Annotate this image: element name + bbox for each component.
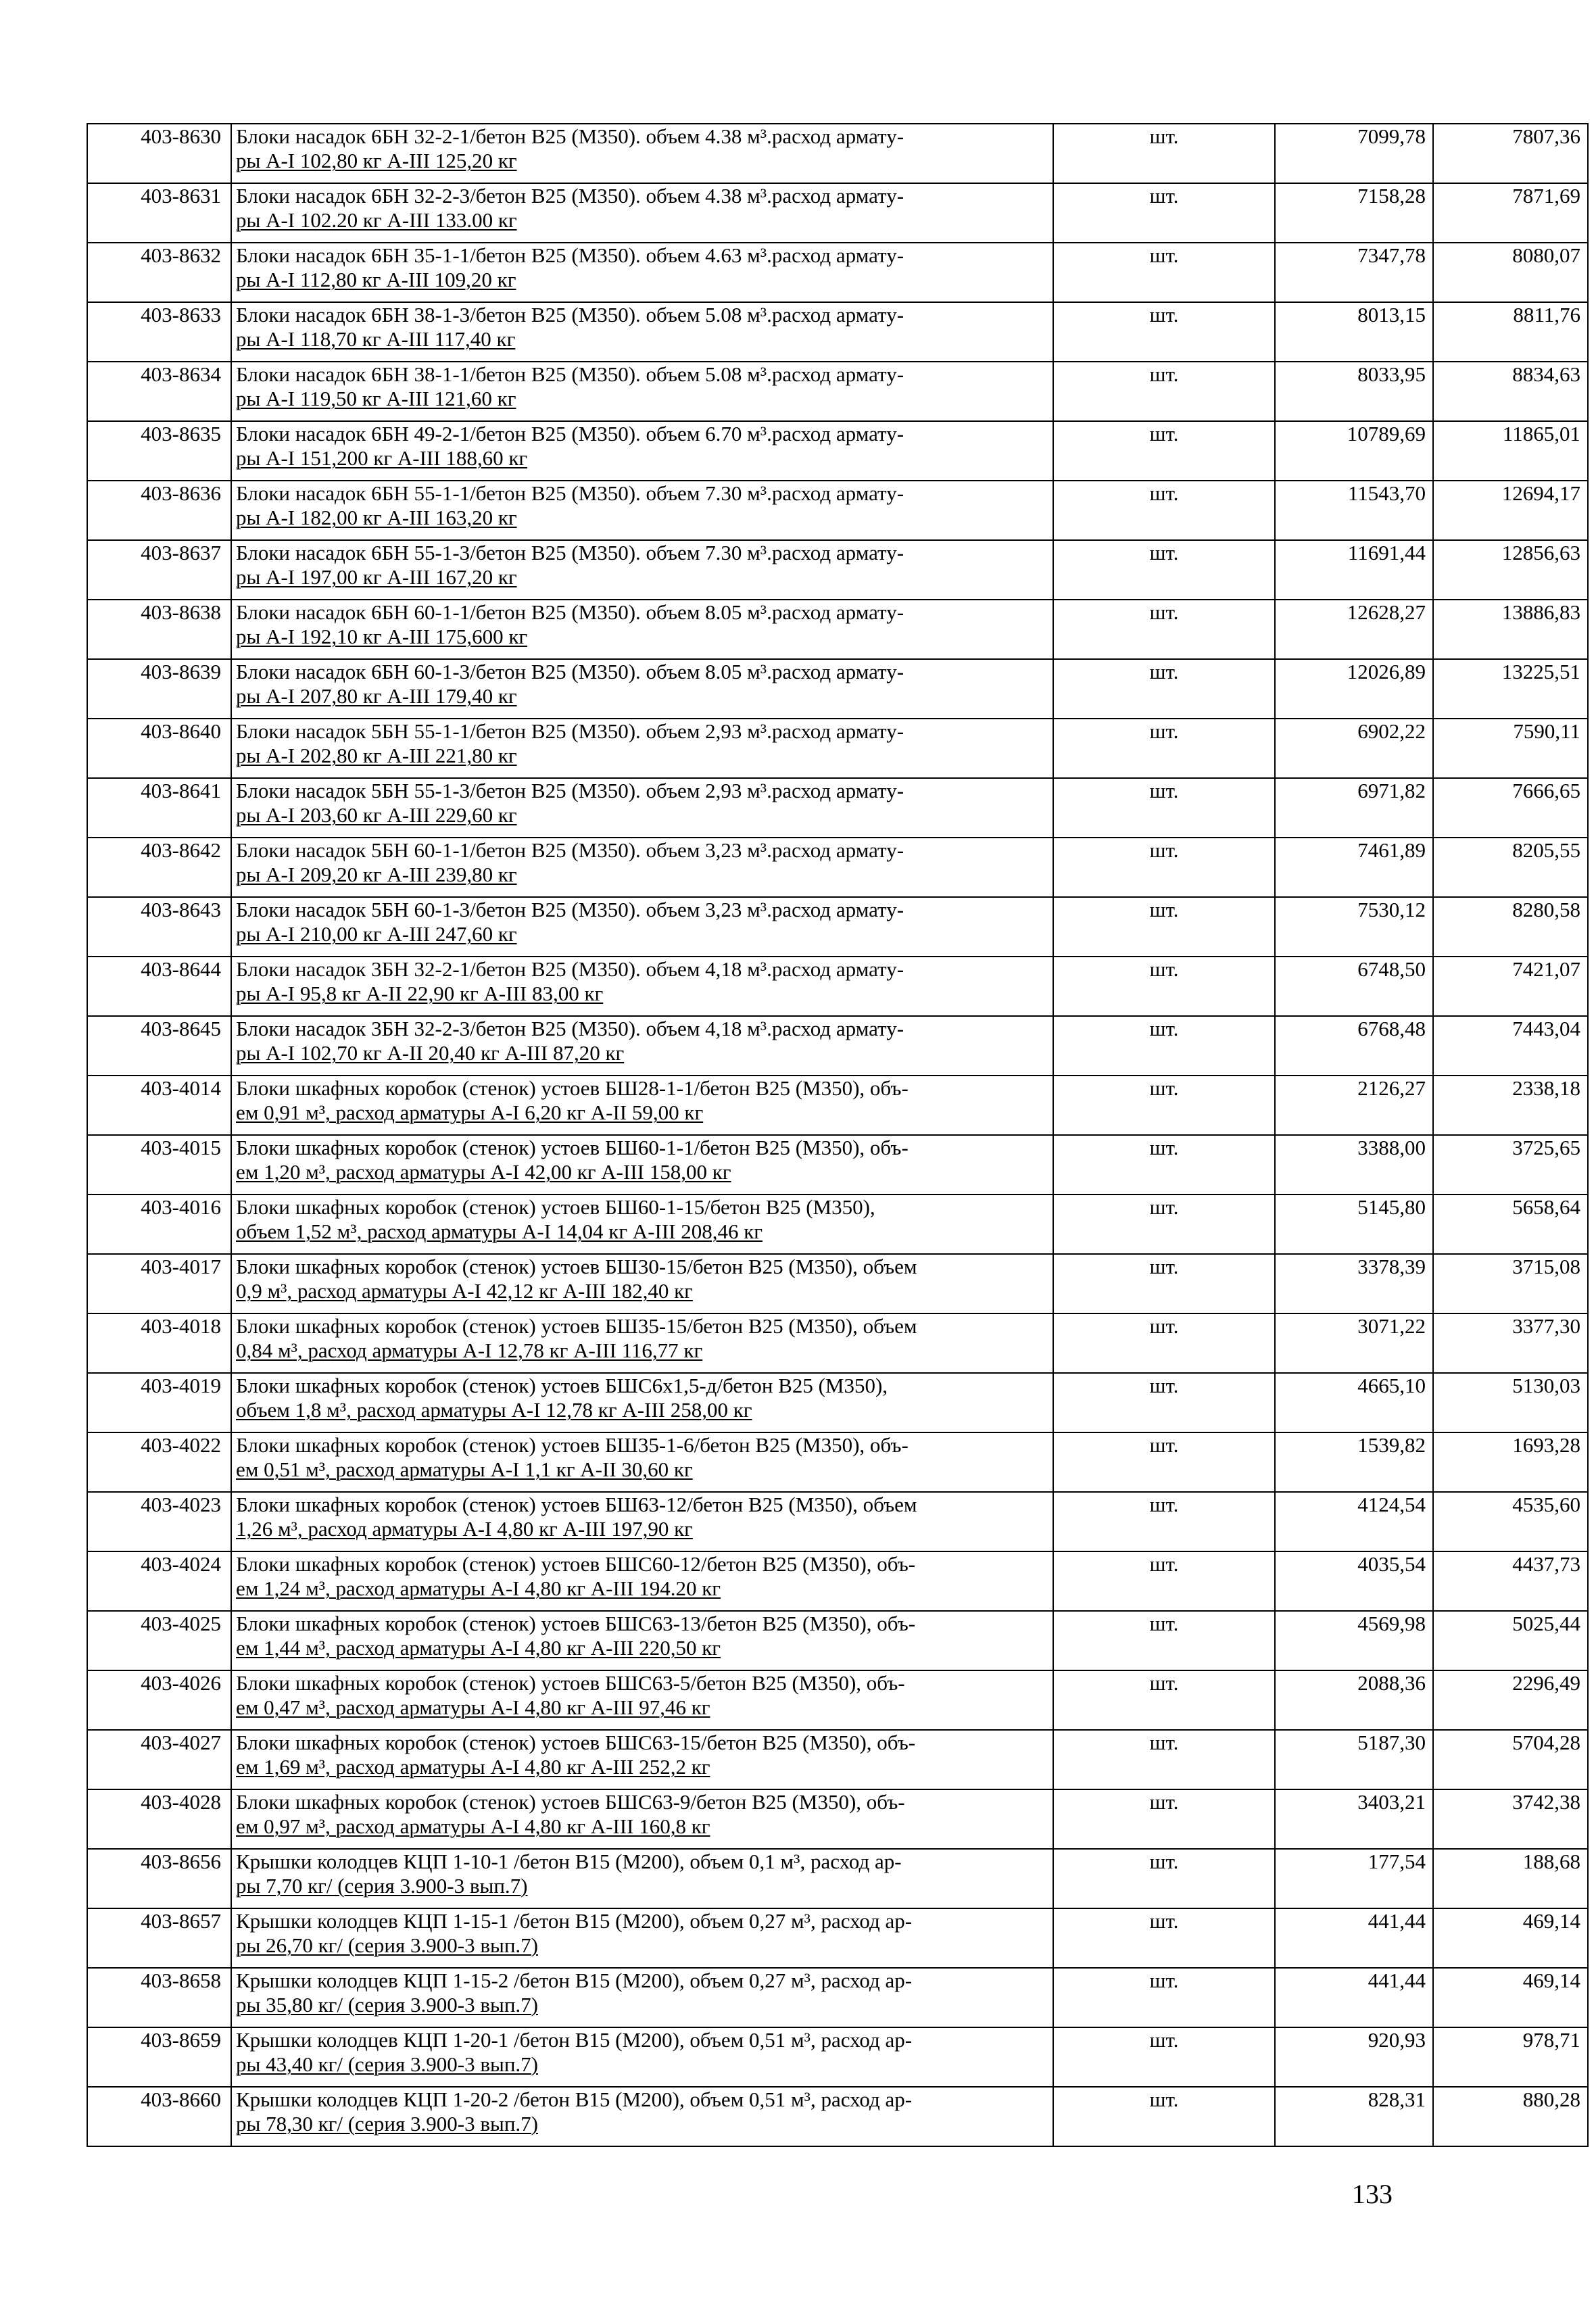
description-line-2: ры А-I 119,50 кг А-III 121,60 кг bbox=[236, 387, 516, 410]
description-line-2: ем 1,20 м³, расход арматуры А-I 42,00 кг А-III 158,00 кг bbox=[236, 1160, 731, 1184]
item-code: 403-8656 bbox=[87, 1849, 231, 1908]
item-description bbox=[231, 1076, 1053, 1135]
item-price-2: 7807,36 bbox=[1433, 124, 1588, 183]
description-line-2: ем 0,91 м³, расход арматуры А-I 6,20 кг А-II 59,00 кг bbox=[236, 1101, 704, 1124]
item-price-1: 4035,54 bbox=[1275, 1551, 1433, 1611]
table-row bbox=[87, 719, 1588, 778]
item-price-2: 7590,11 bbox=[1433, 719, 1588, 778]
item-unit: шт. bbox=[1053, 1611, 1275, 1670]
description-line-2: ры А-I 95,8 кг А-II 22,90 кг А-III 83,00 кг bbox=[236, 982, 604, 1005]
item-price-1: 7530,12 bbox=[1275, 897, 1433, 957]
item-price-2: 4437,73 bbox=[1433, 1551, 1588, 1611]
item-description bbox=[231, 659, 1053, 719]
table-row bbox=[87, 897, 1588, 957]
table-row bbox=[87, 2087, 1588, 2146]
item-code: 403-8640 bbox=[87, 719, 231, 778]
item-description bbox=[231, 1611, 1053, 1670]
item-description bbox=[231, 600, 1053, 659]
table-row bbox=[87, 1908, 1588, 1968]
description-line-1: Блоки шкафных коробок (стенок) устоев БШС63-9/бетон В25 (М350), объ- bbox=[236, 1790, 905, 1814]
item-price-2: 8280,58 bbox=[1433, 897, 1588, 957]
table-row bbox=[87, 540, 1588, 600]
description-line-2: ем 0,51 м³, расход арматуры А-I 1,1 кг А-II 30,60 кг bbox=[236, 1457, 693, 1481]
description-line-2: ем 1,24 м³, расход арматуры А-I 4,80 кг А-III 194.20 кг bbox=[236, 1576, 721, 1600]
item-unit: шт. bbox=[1053, 1076, 1275, 1135]
price-table-body bbox=[87, 124, 1588, 2146]
item-description bbox=[231, 183, 1053, 243]
description-line-2: ры А-I 102,70 кг А-II 20,40 кг А-III 87,20 кг bbox=[236, 1041, 625, 1065]
item-price-2: 12694,17 bbox=[1433, 481, 1588, 540]
item-price-2: 8834,63 bbox=[1433, 362, 1588, 421]
description-line-2: ры А-I 207,80 кг А-III 179,40 кг bbox=[236, 684, 517, 708]
description-line-1: Блоки шкафных коробок (стенок) устоев БШС6х1,5-д/бетон В25 (М350), bbox=[236, 1374, 888, 1397]
table-row bbox=[87, 1254, 1588, 1313]
table-row bbox=[87, 183, 1588, 243]
item-description bbox=[231, 1730, 1053, 1789]
item-unit: шт. bbox=[1053, 957, 1275, 1016]
price-list-sheet bbox=[87, 123, 1580, 2147]
item-code: 403-8633 bbox=[87, 302, 231, 362]
description-line-2: 0,9 м³, расход арматуры А-I 42,12 кг А-III 182,40 кг bbox=[236, 1279, 693, 1303]
item-description bbox=[231, 1908, 1053, 1968]
description-line-2: ры 43,40 кг/ (серия 3.900-3 вып.7) bbox=[236, 2052, 538, 2076]
item-unit: шт. bbox=[1053, 838, 1275, 897]
item-code: 403-8660 bbox=[87, 2087, 231, 2146]
item-price-2: 5130,03 bbox=[1433, 1373, 1588, 1432]
item-price-2: 7871,69 bbox=[1433, 183, 1588, 243]
item-description bbox=[231, 838, 1053, 897]
item-description bbox=[231, 302, 1053, 362]
item-code: 403-4027 bbox=[87, 1730, 231, 1789]
item-price-1: 8033,95 bbox=[1275, 362, 1433, 421]
item-unit: шт. bbox=[1053, 421, 1275, 481]
description-line-1: Блоки насадок 5БН 60-1-3/бетон В25 (М350). объем 3,23 м³.расход армату- bbox=[236, 898, 904, 921]
item-unit: шт. bbox=[1053, 897, 1275, 957]
description-line-1: Блоки шкафных коробок (стенок) устоев БШ35-1-6/бетон В25 (М350), объ- bbox=[236, 1433, 909, 1457]
item-price-2: 3377,30 bbox=[1433, 1313, 1588, 1373]
item-price-2: 469,14 bbox=[1433, 1908, 1588, 1968]
item-price-1: 11691,44 bbox=[1275, 540, 1433, 600]
item-code: 403-4025 bbox=[87, 1611, 231, 1670]
item-price-1: 11543,70 bbox=[1275, 481, 1433, 540]
item-code: 403-4014 bbox=[87, 1076, 231, 1135]
item-price-1: 6748,50 bbox=[1275, 957, 1433, 1016]
item-description bbox=[231, 1135, 1053, 1195]
item-unit: шт. bbox=[1053, 2027, 1275, 2087]
item-price-2: 7421,07 bbox=[1433, 957, 1588, 1016]
item-description bbox=[231, 957, 1053, 1016]
item-unit: шт. bbox=[1053, 302, 1275, 362]
table-row bbox=[87, 243, 1588, 302]
description-line-1: Блоки шкафных коробок (стенок) устоев БШ60-1-15/бетон В25 (М350), bbox=[236, 1195, 875, 1219]
description-line-2: 1,26 м³, расход арматуры А-I 4,80 кг А-III 197,90 кг bbox=[236, 1517, 693, 1541]
description-line-2: ем 0,97 м³, расход арматуры А-I 4,80 кг А-III 160,8 кг bbox=[236, 1814, 710, 1838]
table-row bbox=[87, 600, 1588, 659]
item-code: 403-8639 bbox=[87, 659, 231, 719]
item-code: 403-4028 bbox=[87, 1789, 231, 1849]
table-row bbox=[87, 1076, 1588, 1135]
item-price-1: 1539,82 bbox=[1275, 1432, 1433, 1492]
description-line-2: ем 1,44 м³, расход арматуры А-I 4,80 кг А-III 220,50 кг bbox=[236, 1636, 721, 1660]
item-price-1: 4569,98 bbox=[1275, 1611, 1433, 1670]
table-row bbox=[87, 1730, 1588, 1789]
description-line-1: Блоки насадок 6БН 55-1-3/бетон В25 (М350). объем 7.30 м³.расход армату- bbox=[236, 541, 904, 564]
item-price-1: 2088,36 bbox=[1275, 1670, 1433, 1730]
description-line-2: ры А-I 197,00 кг А-III 167,20 кг bbox=[236, 565, 517, 589]
item-description bbox=[231, 1313, 1053, 1373]
item-price-2: 3725,65 bbox=[1433, 1135, 1588, 1195]
description-line-1: Блоки шкафных коробок (стенок) устоев БШС63-13/бетон В25 (М350), объ- bbox=[236, 1612, 916, 1635]
item-price-1: 3071,22 bbox=[1275, 1313, 1433, 1373]
table-row bbox=[87, 362, 1588, 421]
item-code: 403-4026 bbox=[87, 1670, 231, 1730]
item-code: 403-4016 bbox=[87, 1195, 231, 1254]
item-code: 403-8657 bbox=[87, 1908, 231, 1968]
item-price-1: 6902,22 bbox=[1275, 719, 1433, 778]
item-price-1: 828,31 bbox=[1275, 2087, 1433, 2146]
item-unit: шт. bbox=[1053, 1135, 1275, 1195]
item-description bbox=[231, 540, 1053, 600]
item-unit: шт. bbox=[1053, 1551, 1275, 1611]
description-line-2: ры А-I 210,00 кг А-III 247,60 кг bbox=[236, 922, 517, 946]
item-price-2: 13225,51 bbox=[1433, 659, 1588, 719]
item-price-1: 4124,54 bbox=[1275, 1492, 1433, 1551]
description-line-1: Блоки шкафных коробок (стенок) устоев БШ63-12/бетон В25 (М350), объем bbox=[236, 1493, 917, 1516]
description-line-2: ры 35,80 кг/ (серия 3.900-3 вып.7) bbox=[236, 1993, 538, 2017]
table-row bbox=[87, 659, 1588, 719]
item-price-2: 469,14 bbox=[1433, 1968, 1588, 2027]
description-line-2: ем 0,47 м³, расход арматуры А-I 4,80 кг А-III 97,46 кг bbox=[236, 1695, 710, 1719]
item-unit: шт. bbox=[1053, 2087, 1275, 2146]
item-description bbox=[231, 897, 1053, 957]
item-price-1: 12026,89 bbox=[1275, 659, 1433, 719]
item-description bbox=[231, 1195, 1053, 1254]
table-row bbox=[87, 481, 1588, 540]
item-unit: шт. bbox=[1053, 540, 1275, 600]
item-description bbox=[231, 124, 1053, 183]
description-line-2: 0,84 м³, расход арматуры А-I 12,78 кг А-III 116,77 кг bbox=[236, 1338, 703, 1362]
item-unit: шт. bbox=[1053, 659, 1275, 719]
item-unit: шт. bbox=[1053, 183, 1275, 243]
table-row bbox=[87, 778, 1588, 838]
description-line-2: ры А-I 102,80 кг А-III 125,20 кг bbox=[236, 149, 517, 172]
description-line-1: Блоки шкафных коробок (стенок) устоев БШС63-15/бетон В25 (М350), объ- bbox=[236, 1731, 916, 1754]
table-row bbox=[87, 1195, 1588, 1254]
item-description bbox=[231, 362, 1053, 421]
description-line-1: Блоки насадок 6БН 35-1-1/бетон В25 (М350). объем 4.63 м³.расход армату- bbox=[236, 243, 904, 267]
item-price-1: 7099,78 bbox=[1275, 124, 1433, 183]
item-price-2: 978,71 bbox=[1433, 2027, 1588, 2087]
description-line-1: Блоки насадок 6БН 55-1-1/бетон В25 (М350). объем 7.30 м³.расход армату- bbox=[236, 481, 904, 505]
price-table bbox=[87, 123, 1589, 2147]
item-description bbox=[231, 421, 1053, 481]
item-unit: шт. bbox=[1053, 1313, 1275, 1373]
table-row bbox=[87, 1611, 1588, 1670]
item-description bbox=[231, 1432, 1053, 1492]
item-price-2: 188,68 bbox=[1433, 1849, 1588, 1908]
item-description bbox=[231, 1373, 1053, 1432]
table-row bbox=[87, 957, 1588, 1016]
item-code: 403-4023 bbox=[87, 1492, 231, 1551]
description-line-2: объем 1,8 м³, расход арматуры А-I 12,78 кг А-III 258,00 кг bbox=[236, 1398, 752, 1422]
description-line-1: Блоки насадок 5БН 60-1-1/бетон В25 (М350). объем 3,23 м³.расход армату- bbox=[236, 838, 904, 862]
item-price-1: 7158,28 bbox=[1275, 183, 1433, 243]
item-unit: шт. bbox=[1053, 778, 1275, 838]
item-description bbox=[231, 2087, 1053, 2146]
description-line-1: Крышки колодцев КЦП 1-15-1 /бетон В15 (М200), объем 0,27 м³, расход ар- bbox=[236, 1909, 913, 1933]
table-row bbox=[87, 1849, 1588, 1908]
description-line-1: Блоки насадок 5БН 55-1-3/бетон В25 (М350). объем 2,93 м³.расход армату- bbox=[236, 779, 904, 802]
item-price-1: 6768,48 bbox=[1275, 1016, 1433, 1076]
item-code: 403-8632 bbox=[87, 243, 231, 302]
page-number: 133 bbox=[1352, 2179, 1393, 2209]
table-row bbox=[87, 421, 1588, 481]
description-line-1: Крышки колодцев КЦП 1-20-1 /бетон В15 (М200), объем 0,51 м³, расход ар- bbox=[236, 2028, 913, 2052]
item-price-1: 10789,69 bbox=[1275, 421, 1433, 481]
table-row bbox=[87, 1789, 1588, 1849]
description-line-2: ры А-I 112,80 кг А-III 109,20 кг bbox=[236, 268, 516, 291]
item-description bbox=[231, 1492, 1053, 1551]
item-code: 403-8635 bbox=[87, 421, 231, 481]
description-line-2: ры А-I 192,10 кг А-III 175,600 кг bbox=[236, 625, 528, 648]
item-price-2: 880,28 bbox=[1433, 2087, 1588, 2146]
table-row bbox=[87, 1016, 1588, 1076]
item-unit: шт. bbox=[1053, 1254, 1275, 1313]
description-line-2: ры А-I 182,00 кг А-III 163,20 кг bbox=[236, 506, 517, 529]
table-row bbox=[87, 1313, 1588, 1373]
description-line-1: Блоки насадок 5БН 55-1-1/бетон В25 (М350). объем 2,93 м³.расход армату- bbox=[236, 719, 904, 743]
table-row bbox=[87, 302, 1588, 362]
item-description bbox=[231, 1670, 1053, 1730]
description-line-1: Блоки насадок 6БН 38-1-1/бетон В25 (М350). объем 5.08 м³.расход армату- bbox=[236, 362, 904, 386]
table-row bbox=[87, 838, 1588, 897]
item-price-2: 8080,07 bbox=[1433, 243, 1588, 302]
item-code: 403-8641 bbox=[87, 778, 231, 838]
description-line-1: Блоки насадок 6БН 32-2-3/бетон В25 (М350). объем 4.38 м³.расход армату- bbox=[236, 184, 904, 208]
item-price-2: 1693,28 bbox=[1433, 1432, 1588, 1492]
description-line-2: ры 7,70 кг/ (серия 3.900-3 вып.7) bbox=[236, 1874, 528, 1898]
table-row bbox=[87, 1968, 1588, 2027]
item-code: 403-8645 bbox=[87, 1016, 231, 1076]
table-row bbox=[87, 2027, 1588, 2087]
description-line-1: Крышки колодцев КЦП 1-10-1 /бетон В15 (М200), объем 0,1 м³, расход ар- bbox=[236, 1850, 902, 1873]
description-line-2: ры А-I 209,20 кг А-III 239,80 кг bbox=[236, 863, 517, 886]
item-description bbox=[231, 1551, 1053, 1611]
item-price-2: 4535,60 bbox=[1433, 1492, 1588, 1551]
item-price-2: 12856,63 bbox=[1433, 540, 1588, 600]
description-line-1: Блоки насадок 6БН 38-1-3/бетон В25 (М350). объем 5.08 м³.расход армату- bbox=[236, 303, 904, 327]
item-unit: шт. bbox=[1053, 1432, 1275, 1492]
item-code: 403-8659 bbox=[87, 2027, 231, 2087]
item-price-1: 441,44 bbox=[1275, 1968, 1433, 2027]
description-line-2: ры 26,70 кг/ (серия 3.900-3 вып.7) bbox=[236, 1933, 538, 1957]
table-row bbox=[87, 1373, 1588, 1432]
item-description bbox=[231, 481, 1053, 540]
item-price-2: 7666,65 bbox=[1433, 778, 1588, 838]
item-code: 403-8634 bbox=[87, 362, 231, 421]
table-row bbox=[87, 1670, 1588, 1730]
item-description bbox=[231, 1849, 1053, 1908]
description-line-2: ры А-I 118,70 кг А-III 117,40 кг bbox=[236, 327, 516, 351]
item-code: 403-8644 bbox=[87, 957, 231, 1016]
description-line-1: Блоки шкафных коробок (стенок) устоев БШ60-1-1/бетон В25 (М350), объ- bbox=[236, 1136, 909, 1159]
item-unit: шт. bbox=[1053, 719, 1275, 778]
item-unit: шт. bbox=[1053, 1968, 1275, 2027]
description-line-2: ры А-I 202,80 кг А-III 221,80 кг bbox=[236, 744, 517, 767]
item-code: 403-4015 bbox=[87, 1135, 231, 1195]
item-code: 403-8631 bbox=[87, 183, 231, 243]
item-unit: шт. bbox=[1053, 124, 1275, 183]
item-price-1: 441,44 bbox=[1275, 1908, 1433, 1968]
item-code: 403-8630 bbox=[87, 124, 231, 183]
description-line-1: Блоки шкафных коробок (стенок) устоев БШ35-15/бетон В25 (М350), объем bbox=[236, 1314, 917, 1338]
item-price-2: 3715,08 bbox=[1433, 1254, 1588, 1313]
description-line-1: Блоки шкафных коробок (стенок) устоев БШ30-15/бетон В25 (М350), объем bbox=[236, 1255, 917, 1278]
item-description bbox=[231, 243, 1053, 302]
item-price-2: 2338,18 bbox=[1433, 1076, 1588, 1135]
item-unit: шт. bbox=[1053, 1670, 1275, 1730]
description-line-1: Блоки насадок 6БН 60-1-1/бетон В25 (М350). объем 8.05 м³.расход армату- bbox=[236, 600, 904, 624]
item-price-2: 13886,83 bbox=[1433, 600, 1588, 659]
description-line-1: Крышки колодцев КЦП 1-20-2 /бетон В15 (М200), объем 0,51 м³, расход ар- bbox=[236, 2088, 913, 2111]
item-code: 403-8636 bbox=[87, 481, 231, 540]
item-description bbox=[231, 1016, 1053, 1076]
item-code: 403-4019 bbox=[87, 1373, 231, 1432]
description-line-2: ры А-I 151,200 кг А-III 188,60 кг bbox=[236, 446, 528, 470]
item-price-1: 2126,27 bbox=[1275, 1076, 1433, 1135]
table-row bbox=[87, 1135, 1588, 1195]
item-price-1: 8013,15 bbox=[1275, 302, 1433, 362]
item-price-1: 5187,30 bbox=[1275, 1730, 1433, 1789]
item-price-2: 8811,76 bbox=[1433, 302, 1588, 362]
description-line-1: Блоки насадок 6БН 49-2-1/бетон В25 (М350). объем 6.70 м³.расход армату- bbox=[236, 422, 904, 445]
item-code: 403-8643 bbox=[87, 897, 231, 957]
item-price-1: 3378,39 bbox=[1275, 1254, 1433, 1313]
item-code: 403-4022 bbox=[87, 1432, 231, 1492]
item-code: 403-8658 bbox=[87, 1968, 231, 2027]
description-line-2: объем 1,52 м³, расход арматуры А-I 14,04 кг А-III 208,46 кг bbox=[236, 1220, 763, 1243]
item-price-1: 6971,82 bbox=[1275, 778, 1433, 838]
item-price-2: 2296,49 bbox=[1433, 1670, 1588, 1730]
item-unit: шт. bbox=[1053, 1195, 1275, 1254]
item-unit: шт. bbox=[1053, 1016, 1275, 1076]
item-unit: шт. bbox=[1053, 1849, 1275, 1908]
item-price-2: 11865,01 bbox=[1433, 421, 1588, 481]
item-unit: шт. bbox=[1053, 1492, 1275, 1551]
item-code: 403-4018 bbox=[87, 1313, 231, 1373]
description-line-1: Крышки колодцев КЦП 1-15-2 /бетон В15 (М200), объем 0,27 м³, расход ар- bbox=[236, 1969, 913, 1992]
item-price-1: 177,54 bbox=[1275, 1849, 1433, 1908]
item-price-1: 7461,89 bbox=[1275, 838, 1433, 897]
item-unit: шт. bbox=[1053, 481, 1275, 540]
item-unit: шт. bbox=[1053, 1789, 1275, 1849]
item-price-1: 920,93 bbox=[1275, 2027, 1433, 2087]
item-price-2: 8205,55 bbox=[1433, 838, 1588, 897]
item-price-2: 7443,04 bbox=[1433, 1016, 1588, 1076]
item-code: 403-8637 bbox=[87, 540, 231, 600]
item-code: 403-8638 bbox=[87, 600, 231, 659]
item-price-2: 5658,64 bbox=[1433, 1195, 1588, 1254]
description-line-1: Блоки насадок 3БН 32-2-1/бетон В25 (М350). объем 4,18 м³.расход армату- bbox=[236, 957, 904, 981]
item-description bbox=[231, 1789, 1053, 1849]
item-price-1: 7347,78 bbox=[1275, 243, 1433, 302]
item-price-2: 5025,44 bbox=[1433, 1611, 1588, 1670]
description-line-1: Блоки шкафных коробок (стенок) устоев БШ28-1-1/бетон В25 (М350), объ- bbox=[236, 1076, 909, 1100]
description-line-2: ры 78,30 кг/ (серия 3.900-3 вып.7) bbox=[236, 2112, 538, 2136]
description-line-2: ем 1,69 м³, расход арматуры А-I 4,80 кг А-III 252,2 кг bbox=[236, 1755, 710, 1779]
item-unit: шт. bbox=[1053, 600, 1275, 659]
item-price-1: 3403,21 bbox=[1275, 1789, 1433, 1849]
item-unit: шт. bbox=[1053, 1373, 1275, 1432]
table-row bbox=[87, 1551, 1588, 1611]
description-line-1: Блоки насадок 6БН 32-2-1/бетон В25 (М350). объем 4.38 м³.расход армату- bbox=[236, 124, 904, 148]
description-line-1: Блоки насадок 3БН 32-2-3/бетон В25 (М350). объем 4,18 м³.расход армату- bbox=[236, 1017, 904, 1040]
description-line-2: ры А-I 203,60 кг А-III 229,60 кг bbox=[236, 803, 517, 827]
item-code: 403-8642 bbox=[87, 838, 231, 897]
item-unit: шт. bbox=[1053, 362, 1275, 421]
item-price-2: 5704,28 bbox=[1433, 1730, 1588, 1789]
description-line-1: Блоки насадок 6БН 60-1-3/бетон В25 (М350). объем 8.05 м³.расход армату- bbox=[236, 660, 904, 683]
item-price-1: 12628,27 bbox=[1275, 600, 1433, 659]
description-line-1: Блоки шкафных коробок (стенок) устоев БШС60-12/бетон В25 (М350), объ- bbox=[236, 1552, 916, 1576]
item-price-1: 4665,10 bbox=[1275, 1373, 1433, 1432]
item-description bbox=[231, 2027, 1053, 2087]
item-description bbox=[231, 1254, 1053, 1313]
item-price-2: 3742,38 bbox=[1433, 1789, 1588, 1849]
item-description bbox=[231, 1968, 1053, 2027]
item-price-1: 5145,80 bbox=[1275, 1195, 1433, 1254]
table-row bbox=[87, 124, 1588, 183]
item-unit: шт. bbox=[1053, 1908, 1275, 1968]
item-unit: шт. bbox=[1053, 1730, 1275, 1789]
item-description bbox=[231, 719, 1053, 778]
item-code: 403-4017 bbox=[87, 1254, 231, 1313]
description-line-2: ры А-I 102.20 кг А-III 133.00 кг bbox=[236, 208, 517, 232]
item-unit: шт. bbox=[1053, 243, 1275, 302]
table-row bbox=[87, 1432, 1588, 1492]
item-code: 403-4024 bbox=[87, 1551, 231, 1611]
description-line-1: Блоки шкафных коробок (стенок) устоев БШС63-5/бетон В25 (М350), объ- bbox=[236, 1671, 905, 1695]
item-price-1: 3388,00 bbox=[1275, 1135, 1433, 1195]
table-row bbox=[87, 1492, 1588, 1551]
item-description bbox=[231, 778, 1053, 838]
